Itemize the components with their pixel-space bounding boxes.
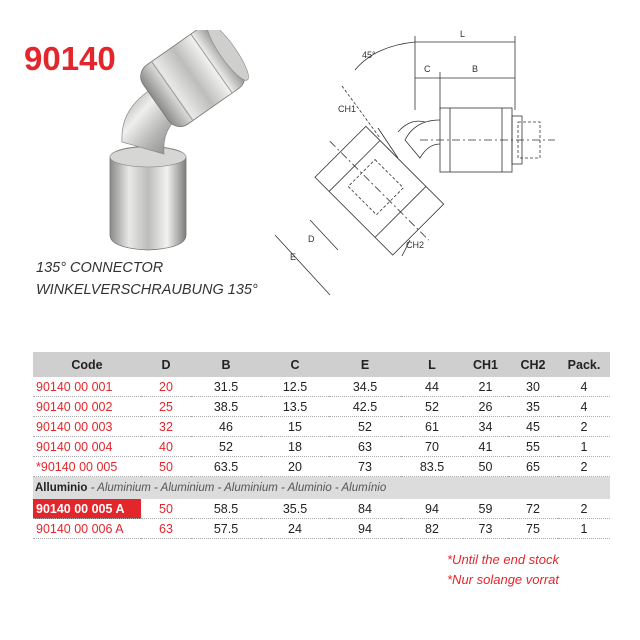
row-e: 84 [329,499,401,519]
row-c: 13.5 [261,397,329,417]
row-e: 42.5 [329,397,401,417]
dim-E-label: E [290,252,297,262]
row-ch1: 41 [463,437,508,457]
row-ch1: 26 [463,397,508,417]
row-c: 35.5 [261,499,329,519]
row-b: 57.5 [191,519,261,539]
row-pack: 2 [558,457,610,477]
material-note-rest: - Aluminium - Aluminium - Aluminium - Aluminio - Alumínio [87,482,387,494]
row-b: 38.5 [191,397,261,417]
table-row [33,457,610,477]
row-ch1: 50 [463,457,508,477]
row-d: 25 [141,397,191,417]
product-code-title: 90140 [24,40,116,77]
row-pack: 4 [558,397,610,417]
row-d: 20 [141,377,191,397]
table-row [33,417,610,437]
dim-B-label: B [472,64,479,74]
table-row [33,437,610,457]
row-pack: 1 [558,519,610,539]
table-row [33,397,610,417]
row-l: 61 [401,417,463,437]
header-ch1: CH1 [463,352,508,377]
technical-drawing [270,20,570,310]
header-b: B [191,352,261,377]
row-d: 32 [141,417,191,437]
table-row [33,377,610,397]
row-pack: 2 [558,417,610,437]
subtitle-german: WINKELVERSCHRAUBUNG 135° [36,282,258,298]
row-ch2: 65 [508,457,558,477]
row-pack: 1 [558,437,610,457]
material-note [33,477,610,500]
product-photo [100,30,270,255]
dim-L-label: L [460,29,466,39]
row-b: 46 [191,417,261,437]
row-b: 58.5 [191,499,261,519]
header-c: C [261,352,329,377]
dim-angle-label: 45° [362,50,376,60]
row-l: 70 [401,437,463,457]
row-c: 12.5 [261,377,329,397]
row-d: 63 [141,519,191,539]
row-l: 82 [401,519,463,539]
row-e: 94 [329,519,401,539]
row-l: 94 [401,499,463,519]
row-e: 73 [329,457,401,477]
row-code: 90140 00 001 [33,377,141,397]
header-d: D [141,352,191,377]
subtitle-english: 135° CONNECTOR [36,260,164,276]
row-b: 63.5 [191,457,261,477]
header-pack: Pack. [558,352,610,377]
dim-C-label: C [424,64,431,74]
specification-table [33,352,610,539]
row-c: 15 [261,417,329,437]
row-pack: 2 [558,499,610,519]
row-e: 52 [329,417,401,437]
row-ch2: 72 [508,499,558,519]
row-d: 40 [141,437,191,457]
table-header-row [33,352,610,377]
row-code: 90140 00 006 A [33,519,141,539]
row-ch1: 73 [463,519,508,539]
row-code: 90140 00 005 A [33,499,141,519]
row-d: 50 [141,499,191,519]
row-ch2: 55 [508,437,558,457]
row-l: 83.5 [401,457,463,477]
row-e: 63 [329,437,401,457]
material-note-row [33,477,610,500]
row-ch2: 30 [508,377,558,397]
row-c: 18 [261,437,329,457]
footnote-german: *Nur solange vorrat [447,572,559,587]
material-note-bold: Alluminio [35,482,88,494]
row-code: 90140 00 004 [33,437,141,457]
row-l: 52 [401,397,463,417]
row-e: 34.5 [329,377,401,397]
row-ch2: 35 [508,397,558,417]
row-b: 52 [191,437,261,457]
row-ch1: 34 [463,417,508,437]
row-ch2: 75 [508,519,558,539]
row-code: 90140 00 003 [33,417,141,437]
header-code: Code [33,352,141,377]
table-row [33,499,610,519]
header-e: E [329,352,401,377]
row-l: 44 [401,377,463,397]
header-ch2: CH2 [508,352,558,377]
row-c: 24 [261,519,329,539]
table-row [33,519,610,539]
row-b: 31.5 [191,377,261,397]
header-l: L [401,352,463,377]
row-ch1: 59 [463,499,508,519]
footnote-english: *Until the end stock [447,552,560,567]
dim-CH1-label: CH1 [338,104,357,114]
row-code: *90140 00 005 [33,457,141,477]
row-pack: 4 [558,377,610,397]
dim-CH2-label: CH2 [406,240,425,250]
row-c: 20 [261,457,329,477]
row-d: 50 [141,457,191,477]
row-ch1: 21 [463,377,508,397]
dim-D-label: D [308,234,315,244]
row-ch2: 45 [508,417,558,437]
row-code: 90140 00 002 [33,397,141,417]
